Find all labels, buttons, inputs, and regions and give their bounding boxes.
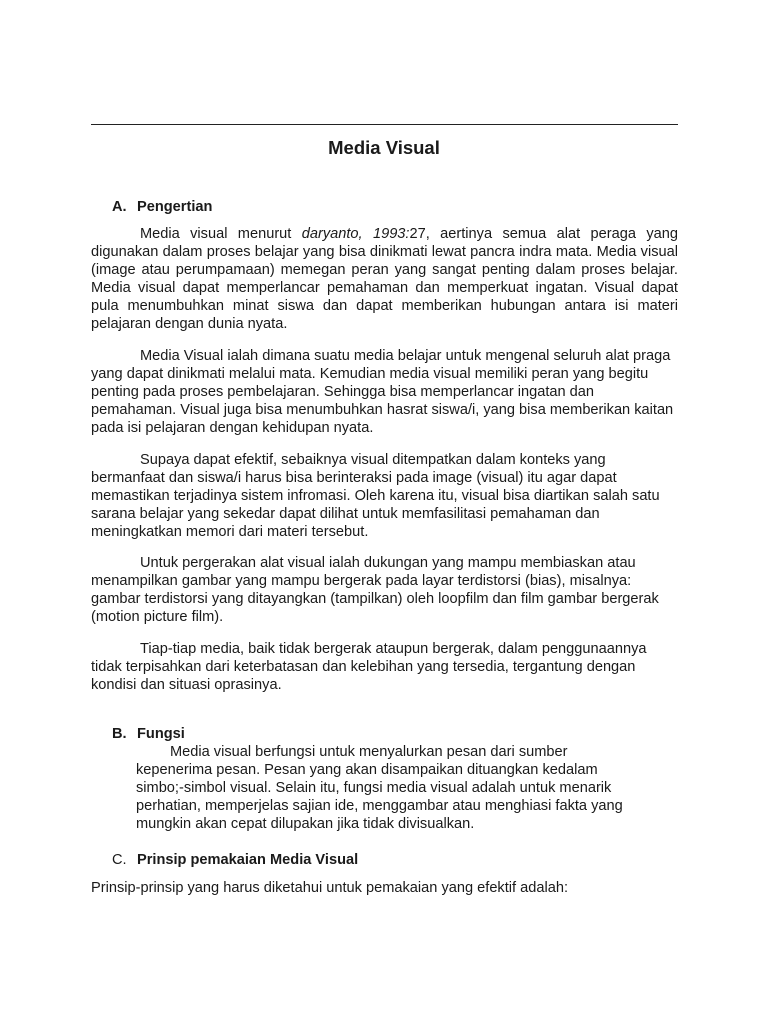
section-a-paragraph-5 — [91, 640, 678, 694]
section-a-letter: A. — [112, 199, 127, 215]
section-a-paragraph-4 — [91, 554, 678, 626]
section-a-title: Pengertian — [137, 199, 213, 215]
section-b-letter: B. — [112, 726, 127, 742]
section-c-title: Prinsip pemakaian Media Visual — [137, 852, 359, 868]
section-c-intro: Prinsip-prinsip yang harus diketahui untuk pemakaian yang efektif adalah: — [91, 880, 569, 896]
section-b-heading — [112, 726, 185, 742]
section-a-p4-text: Untuk pergerakan alat visual ialah dukungan yang mampu membiaskan atau menampilkan gambar yang mampu bergerak pada layar terdistorsi (bias), misalnya: gambar terdistorsi yang ditayangkan (tampilkan) oleh loopfilm dan film gambar bergerak (motion picture film). — [91, 555, 659, 625]
section-a-paragraph-2 — [91, 347, 678, 437]
page-title: Media Visual — [328, 137, 440, 158]
section-b-title: Fungsi — [137, 726, 185, 742]
section-c-heading — [112, 852, 358, 868]
section-a-paragraph-3 — [91, 451, 678, 541]
section-a-p5-text: Tiap-tiap media, baik tidak bergerak ataupun bergerak, dalam penggunaannya tidak terpisahkan dari keterbatasan dan kelebihan yang tersedia, tergantung dengan kondisi dan situasi oprasinya. — [91, 641, 647, 693]
section-a-p1-lead: Media visual menurut — [140, 226, 302, 242]
header-rule — [91, 124, 678, 125]
section-a-p2-text: Media Visual ialah dimana suatu media belajar untuk mengenal seluruh alat praga yang dapat dinikmati melalui mata. Kemudian media visual memiliki peran yang begitu penting pada proses pembelajaran. Sehingga bisa memperlancar ingatan dan pemahaman. Visual juga bisa menumbuhkan hasrat siswa/i, yang bisa memberikan kaitan pada isi pelajaran dengan kehidupan nyata. — [91, 348, 674, 436]
section-b-paragraph-1 — [136, 743, 646, 833]
section-a-paragraph-1 — [91, 225, 678, 333]
section-a-p3-text: Supaya dapat efektif, sebaiknya visual ditempatkan dalam konteks yang bermanfaat dan siswa/i harus bisa berinteraksi pada image (visual) itu agar dapat memastikan terjadinya sistem infromasi. Oleh karena itu, visual bisa diartikan salah satu sarana belajar yang sekedar dapat dilihat untuk memfasilitasi pemahaman dan meningkatkan memori dari materi tersebut. — [91, 452, 660, 540]
section-c-letter: C. — [112, 852, 127, 868]
section-a-p1-citation: daryanto, 1993: — [301, 226, 410, 242]
section-a-heading — [112, 199, 212, 215]
section-b-p1-text: Media visual berfungsi untuk menyalurkan pesan dari sumber kepenerima pesan. Pesan yang akan disampaikan dituangkan kedalam simbo;-simbol visual. Selain itu, fungsi media visual adalah untuk menarik perhatian, memperjelas sajian ide, menggambar atau menghiasi fakta yang mungkin akan cepat dilupakan jika tidak divisualkan. — [136, 744, 623, 832]
section-a-p1-rest: 27, aertinya semua alat peraga yang digunakan dalam proses belajar yang bisa dinikmati lewat pancra indra mata. Media visual (image atau perumpamaan) memegan peran yang sangat penting dalam proses belajar. Media visual dapat memperlancar pemahaman dan memperkuat ingatan. Visual dapat pula menumbuhkan minat siswa dan dapat memberikan hubungan antara isi materi pelajaran dengan dunia nyata. — [91, 226, 678, 332]
